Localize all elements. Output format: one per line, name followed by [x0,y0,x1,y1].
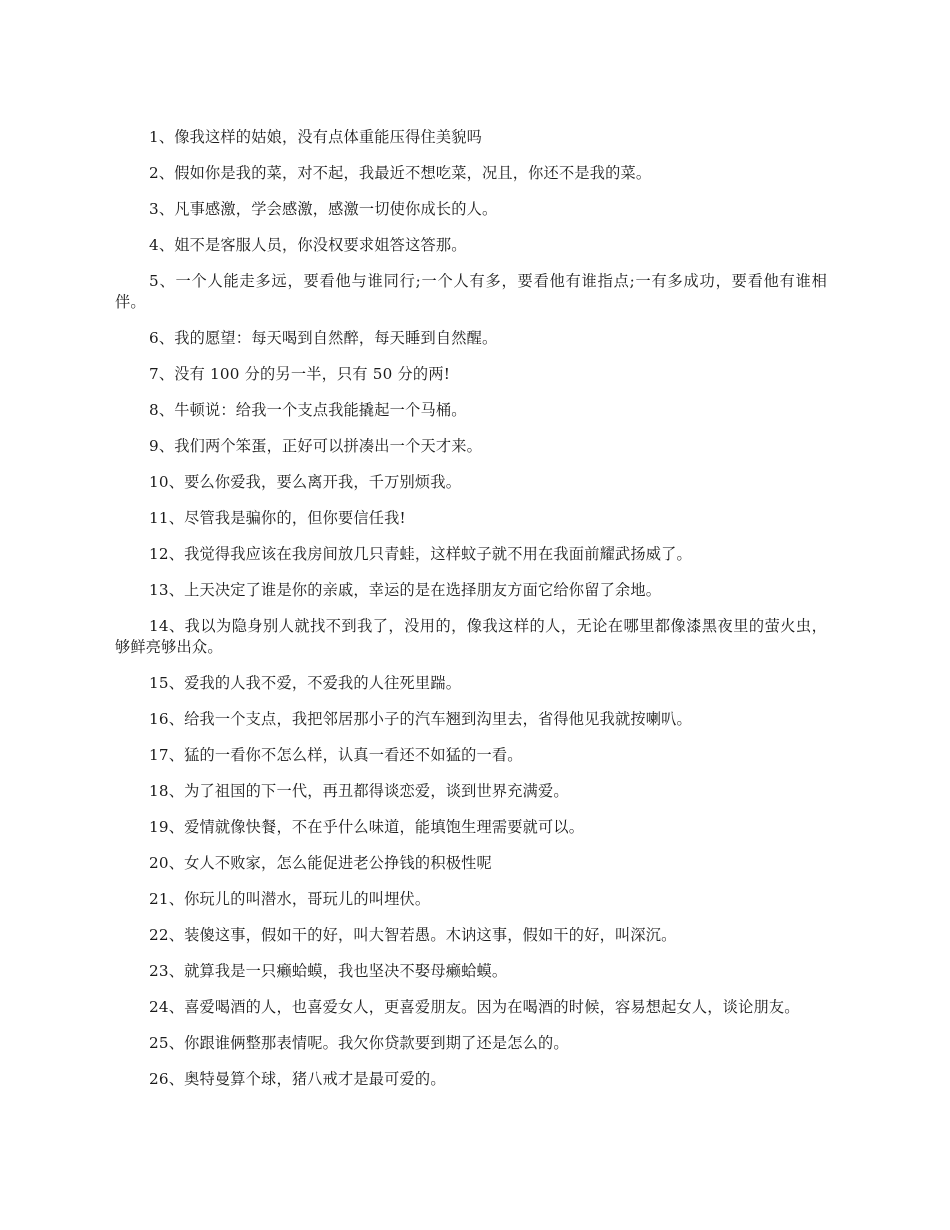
paragraph-16: 16、给我一个支点，我把邻居那小子的汽车翘到沟里去，省得他见我就按喇叭。 [149,710,692,728]
paragraph-19: 19、爱情就像快餐，不在乎什么味道，能填饱生理需要就可以。 [149,818,585,836]
paragraph-5: 5、一个人能走多远，要看他与谁同行;一个人有多，要看他有谁指点;一有多成功，要看他有谁相伴。 [115,272,827,311]
paragraph-22: 22、装傻这事，假如干的好，叫大智若愚。木讷这事，假如干的好，叫深沉。 [149,926,677,944]
paragraph-10: 10、要么你爱我，要么离开我，千万别烦我。 [149,473,462,491]
paragraph-15: 15、爱我的人我不爱，不爱我的人往死里踹。 [149,674,462,692]
paragraph-17: 17、猛的一看你不怎么样，认真一看还不如猛的一看。 [149,746,523,764]
paragraph-25: 25、你跟谁俩整那表情呢。我欠你贷款要到期了还是怎么的。 [149,1034,569,1052]
paragraph-14: 14、我以为隐身别人就找不到我了，没用的，像我这样的人，无论在哪里都像漆黑夜里的萤火虫，够鲜亮够出众。 [115,617,827,656]
paragraph-8: 8、牛顿说：给我一个支点我能撬起一个马桶。 [149,401,467,419]
paragraph-11: 11、尽管我是骗你的，但你要信任我! [149,509,406,527]
paragraph-4: 4、姐不是客服人员，你没权要求姐答这答那。 [149,236,467,254]
paragraph-3: 3、凡事感激，学会感激，感激一切使你成长的人。 [149,200,498,218]
paragraph-13: 13、上天决定了谁是你的亲戚，幸运的是在选择朋友方面它给你留了余地。 [149,581,662,599]
paragraph-21: 21、你玩儿的叫潜水，哥玩儿的叫埋伏。 [149,890,431,908]
paragraph-26: 26、奥特曼算个球，猪八戒才是最可爱的。 [149,1070,446,1088]
paragraph-9: 9、我们两个笨蛋，正好可以拼凑出一个天才来。 [149,437,483,455]
document-body [115,127,827,1105]
paragraph-18: 18、为了祖国的下一代，再丑都得谈恋爱，谈到世界充满爱。 [149,782,569,800]
paragraph-23: 23、就算我是一只癞蛤蟆，我也坚决不娶母癞蛤蟆。 [149,962,508,980]
paragraph-7: 7、没有 100 分的另一半，只有 50 分的两! [149,365,451,383]
paragraph-6: 6、我的愿望：每天喝到自然醉，每天睡到自然醒。 [149,329,498,347]
paragraph-2: 2、假如你是我的菜，对不起，我最近不想吃菜，况且，你还不是我的菜。 [149,164,652,182]
paragraph-20: 20、女人不败家，怎么能促进老公挣钱的积极性呢 [149,854,492,872]
paragraph-12: 12、我觉得我应该在我房间放几只青蛙，这样蚊子就不用在我面前耀武扬威了。 [149,545,692,563]
paragraph-1: 1、像我这样的姑娘，没有点体重能压得住美貌吗 [149,128,483,146]
paragraph-24: 24、喜爱喝酒的人，也喜爱女人，更喜爱朋友。因为在喝酒的时候，容易想起女人，谈论朋友。 [149,998,800,1016]
